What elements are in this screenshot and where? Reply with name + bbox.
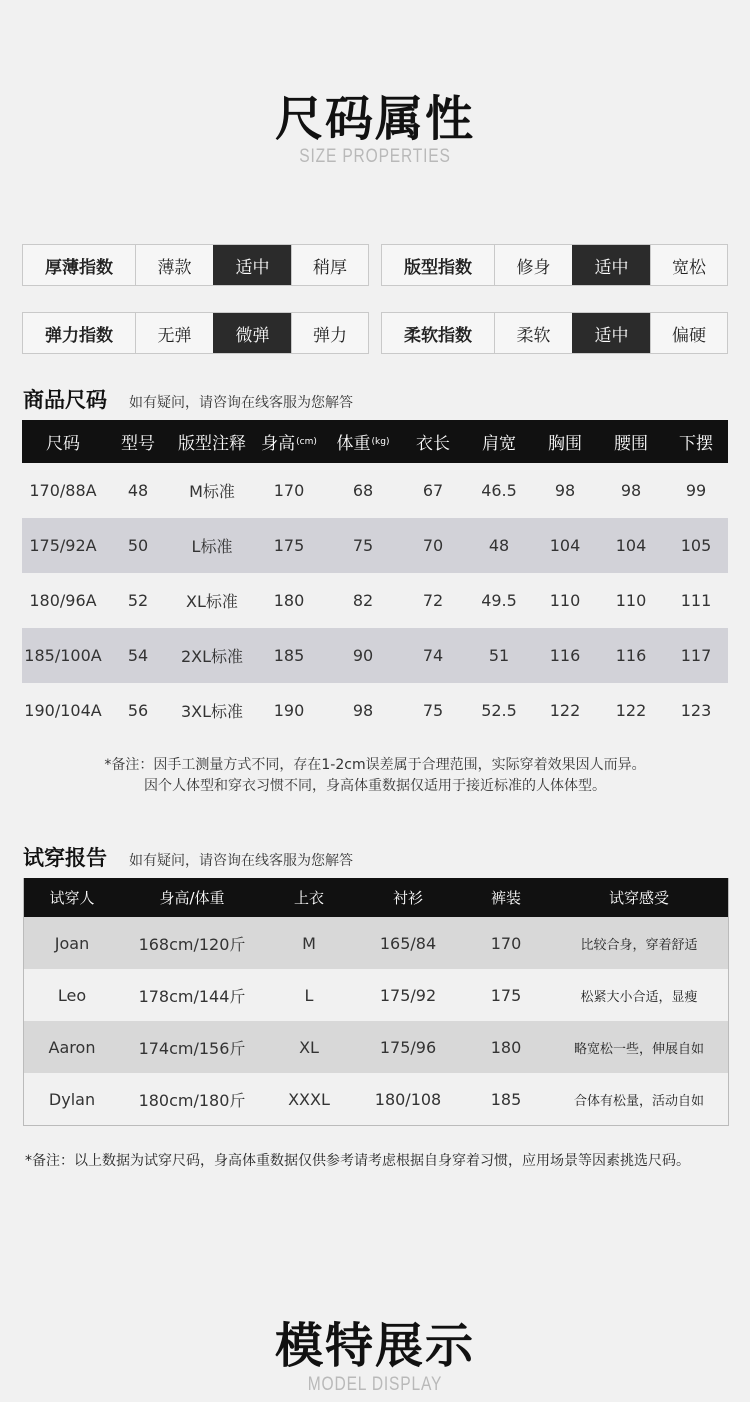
fit-cell-shirt: 165/84 <box>379 933 437 953</box>
size-cell-weight: 75 <box>352 536 374 555</box>
size-table-header <box>22 420 728 463</box>
attr-elasticity <box>22 312 369 354</box>
size-cell-length: 74 <box>422 646 444 665</box>
attr-thickness-label: 厚薄指数 <box>45 257 113 278</box>
fitting-table-row <box>24 1021 728 1073</box>
size-cell-fit-note: 3XL标准 <box>180 702 244 721</box>
size-cell-waist: 116 <box>615 646 647 665</box>
size-cell-length: 72 <box>422 591 444 610</box>
size-properties-title: 尺码属性 <box>274 91 475 147</box>
fit-col-shirt: 衬衫 <box>392 889 423 907</box>
model-display-title: 模特展示 <box>274 1318 475 1374</box>
size-table <box>22 420 728 738</box>
size-cell-length: 75 <box>422 701 444 720</box>
attr-softness <box>381 312 728 354</box>
size-col-shoulder: 肩宽 <box>482 434 516 454</box>
size-cell-fit-note: M标准 <box>189 482 235 501</box>
product-size-heading: 商品尺码 <box>23 388 107 412</box>
attr-elasticity-label: 弹力指数 <box>45 325 113 346</box>
size-cell-fit-note: L标准 <box>191 537 233 556</box>
size-col-model: 型号 <box>121 434 155 454</box>
size-cell-height: 180 <box>273 591 305 610</box>
size-cell-hem: 123 <box>680 701 712 720</box>
size-cell-model: 50 <box>127 536 149 555</box>
size-cell-height: 185 <box>273 646 305 665</box>
size-cell-shoulder: 52.5 <box>481 701 517 720</box>
attr-fit-opt-3: 宽松 <box>650 245 727 285</box>
size-cell-size: 190/104A <box>24 701 102 720</box>
fitting-table-row <box>24 917 728 969</box>
size-cell-waist: 98 <box>620 481 642 500</box>
fit-cell-top: XXXL <box>288 1089 330 1109</box>
fit-cell-top: M <box>302 933 316 953</box>
product-size-note: 如有疑问，请咨询在线客服为您解答 <box>129 395 353 411</box>
fitting-table-row <box>24 969 728 1021</box>
size-cell-waist: 104 <box>615 536 647 555</box>
attr-elasticity-opt-1: 无弹 <box>135 313 213 353</box>
size-cell-height: 175 <box>273 536 305 555</box>
attr-thickness-opt-2-selected: 适中 <box>213 245 291 285</box>
fit-cell-tester: Dylan <box>48 1089 96 1109</box>
fit-cell-height-weight: 178cm/144斤 <box>138 986 246 1006</box>
fit-cell-pants: 185 <box>490 1089 522 1109</box>
size-cell-hem: 111 <box>680 591 712 610</box>
attr-thickness-opt-3: 稍厚 <box>291 245 368 285</box>
fitting-heading: 试穿报告 <box>23 846 107 870</box>
fit-cell-pants: 170 <box>490 933 522 953</box>
attr-fit-opt-1: 修身 <box>494 245 572 285</box>
size-cell-height: 170 <box>273 481 305 500</box>
fitting-note: 如有疑问，请咨询在线客服为您解答 <box>129 853 353 869</box>
size-table-row <box>22 628 728 683</box>
size-col-fit-note: 版型注释 <box>178 434 246 454</box>
fit-col-top: 上衣 <box>293 889 324 907</box>
product-size-heading-row <box>23 384 353 414</box>
fit-cell-top: XL <box>299 1037 319 1057</box>
size-cell-chest: 104 <box>549 536 581 555</box>
size-cell-size: 180/96A <box>29 591 97 610</box>
fitting-table-row <box>24 1073 728 1125</box>
fit-col-tester: 试穿人 <box>49 889 95 907</box>
size-cell-weight: 90 <box>352 646 374 665</box>
attr-softness-label: 柔软指数 <box>404 325 472 346</box>
size-footnote-2: 因个人体型和穿衣习惯不同，身高体重数据仅适用于接近标准的人体体型。 <box>144 778 606 794</box>
size-cell-fit-note: XL标准 <box>186 592 238 611</box>
size-col-weight: 体重 (kg) <box>336 434 390 454</box>
attr-thickness <box>22 244 369 286</box>
attr-elasticity-opt-3: 弹力 <box>291 313 368 353</box>
size-cell-waist: 110 <box>615 591 647 610</box>
size-col-size: 尺码 <box>46 434 80 454</box>
size-table-row <box>22 518 728 573</box>
fit-cell-top: L <box>304 985 314 1005</box>
size-cell-fit-note: 2XL标准 <box>180 647 244 666</box>
fit-cell-tester: Leo <box>57 985 87 1005</box>
fit-col-feeling: 试穿感受 <box>608 889 669 907</box>
size-cell-weight: 82 <box>352 591 374 610</box>
size-cell-hem: 99 <box>685 481 707 500</box>
size-cell-shoulder: 49.5 <box>481 591 517 610</box>
attr-softness-opt-2-selected: 适中 <box>572 313 650 353</box>
fit-cell-feeling: 略宽松一些，伸展自如 <box>573 1041 704 1057</box>
size-cell-weight: 98 <box>352 701 374 720</box>
size-cell-weight: 68 <box>352 481 374 500</box>
size-cell-length: 67 <box>422 481 444 500</box>
size-table-row <box>22 683 728 738</box>
fitting-footnote: *备注：以上数据为试穿尺码，身高体重数据仅供参考请考虑根据自身穿着习惯，应用场景等因素挑选尺码。 <box>25 1153 690 1169</box>
size-cell-model: 54 <box>127 646 149 665</box>
attr-softness-opt-1: 柔软 <box>494 313 572 353</box>
fit-cell-shirt: 180/108 <box>374 1089 442 1109</box>
size-col-height: 身高 (cm) <box>261 434 317 454</box>
fit-cell-feeling: 比较合身，穿着舒适 <box>580 937 698 953</box>
size-cell-model: 56 <box>127 701 149 720</box>
size-table-row <box>22 463 728 518</box>
size-cell-hem: 117 <box>680 646 712 665</box>
size-cell-length: 70 <box>422 536 444 555</box>
size-cell-model: 52 <box>127 591 149 610</box>
attr-fit-label: 版型指数 <box>404 257 472 278</box>
fit-cell-height-weight: 168cm/120斤 <box>138 934 246 954</box>
fit-col-pants: 裤装 <box>490 889 521 907</box>
fit-cell-pants: 180 <box>490 1037 522 1057</box>
size-table-row <box>22 573 728 628</box>
size-properties-subtitle: SIZE PROPERTIES <box>299 146 451 167</box>
fit-cell-tester: Joan <box>54 933 90 953</box>
fit-cell-height-weight: 180cm/180斤 <box>138 1090 246 1110</box>
fit-cell-height-weight: 174cm/156斤 <box>138 1038 246 1058</box>
fit-cell-tester: Aaron <box>48 1037 96 1057</box>
attr-softness-opt-3: 偏硬 <box>650 313 727 353</box>
size-cell-chest: 122 <box>549 701 581 720</box>
size-cell-shoulder: 51 <box>488 646 510 665</box>
size-col-chest: 胸围 <box>548 434 582 454</box>
fitting-table-header <box>24 878 728 917</box>
size-cell-size: 175/92A <box>29 536 97 555</box>
size-cell-shoulder: 48 <box>488 536 510 555</box>
size-col-waist: 腰围 <box>614 434 648 454</box>
fitting-table <box>23 878 729 1126</box>
attr-fit <box>381 244 728 286</box>
size-cell-chest: 110 <box>549 591 581 610</box>
size-cell-model: 48 <box>127 481 149 500</box>
size-cell-waist: 122 <box>615 701 647 720</box>
fit-cell-feeling: 松紧大小合适，显瘦 <box>580 989 698 1005</box>
attr-thickness-opt-1: 薄款 <box>135 245 213 285</box>
fit-cell-pants: 175 <box>490 985 522 1005</box>
attr-fit-opt-2-selected: 适中 <box>572 245 650 285</box>
fit-cell-shirt: 175/96 <box>379 1037 437 1057</box>
fit-col-height-weight: 身高/体重 <box>159 889 225 907</box>
fitting-heading-row <box>23 842 353 872</box>
size-cell-chest: 116 <box>549 646 581 665</box>
size-cell-height: 190 <box>273 701 305 720</box>
size-cell-hem: 105 <box>680 536 712 555</box>
size-col-length: 衣长 <box>416 434 450 454</box>
fit-cell-shirt: 175/92 <box>379 985 437 1005</box>
size-cell-size: 185/100A <box>24 646 102 665</box>
size-cell-size: 170/88A <box>29 481 97 500</box>
size-cell-chest: 98 <box>554 481 576 500</box>
size-footnote-1: *备注：因手工测量方式不同，存在1-2cm误差属于合理范围，实际穿着效果因人而异。 <box>104 757 646 773</box>
model-display-subtitle: MODEL DISPLAY <box>307 1374 443 1395</box>
size-cell-shoulder: 46.5 <box>481 481 517 500</box>
attr-elasticity-opt-2-selected: 微弹 <box>213 313 291 353</box>
size-col-hem: 下摆 <box>679 434 713 454</box>
fit-cell-feeling: 合体有松量，活动自如 <box>573 1093 704 1109</box>
